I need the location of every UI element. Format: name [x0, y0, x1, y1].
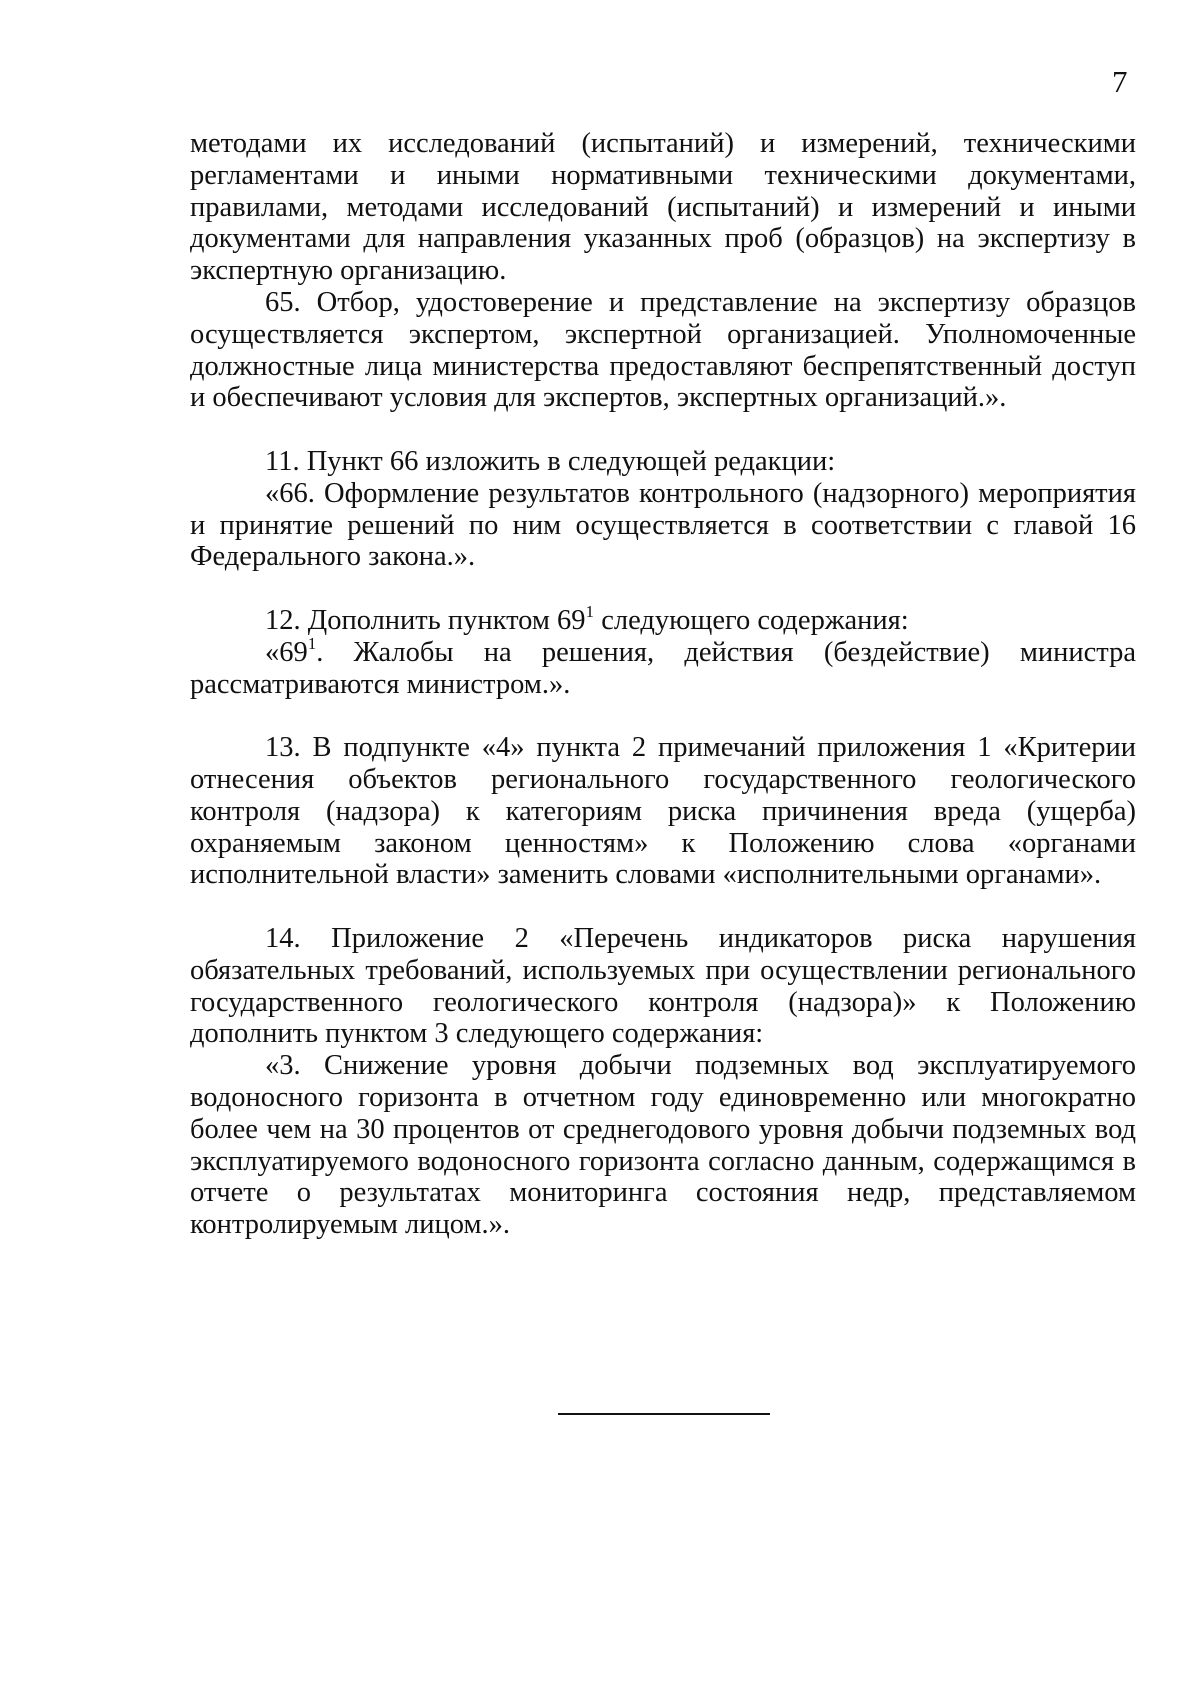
item-13: 13. В подпункте «4» пункта 2 примечаний приложения 1 «Критерии отнесения объектов регионального государственного геологического контроля (надзора) к категориям риска причинения вреда (ущерба) охраняемым законом ценностям» к Положению слова «органами исполнительной власти» заменить словами «исполнительными органами».	[190, 732, 1136, 891]
item-14-heading: 14. Приложение 2 «Перечень индикаторов риска нарушения обязательных требований, используемых при осуществлении регионального государственного геологического контроля (надзора)» к Положению дополнить пунктом 3 следующего содержания:	[190, 922, 1136, 1050]
end-divider-line	[558, 1413, 770, 1415]
item-12-text-start: «69	[265, 636, 308, 668]
item-12-text	[190, 633, 1136, 701]
item-14-text: «3. Снижение уровня добычи подземных вод эксплуатируемого водоносного горизонта в отчетном году единовременно или многократно более чем на 30 процентов от среднегодового уровня добычи подземных вод эксплуатируемого водоносного горизонта согласно данным, содержащимся в отчете о результатах мониторинга состояния недр, представляемом контролируемым лицом.».	[190, 1050, 1136, 1241]
item-12-heading-superscript: 1	[585, 601, 595, 621]
document-body	[190, 128, 1136, 1241]
item-12-heading-text: 12. Дополнить пунктом 69	[265, 604, 586, 636]
item-11-text: «66. Оформление результатов контрольного (надзорного) мероприятия и принятие решений по ним осуществляется в соответствии с главой 16 Федерального закона.».	[190, 477, 1136, 573]
paragraph-continuation: методами их исследований (испытаний) и измерений, техническими регламентами и иными нормативными техническими документами, правилами, методами исследований (испытаний) и измерений и иными документами для направления указанных проб (образцов) на экспертизу в экспертную организацию.	[190, 128, 1136, 287]
item-12-heading-tail: следующего содержания:	[594, 604, 909, 636]
item-12-text-tail: . Жалобы на решения, действия (бездействие) министра рассматриваются министром.».	[190, 636, 1136, 700]
page-number: 7	[1112, 64, 1128, 99]
item-11-heading: 11. Пункт 66 изложить в следующей редакции:	[265, 445, 836, 477]
item-12-heading	[190, 601, 1136, 637]
item-12-text-superscript: 1	[307, 633, 317, 653]
paragraph-65: 65. Отбор, удостоверение и представление на экспертизу образцов осуществляется экспертом, экспертной организацией. Уполномоченные должностные лица министерства предоставляют беспрепятственный доступ и обеспечивают условия для экспертов, экспертных организаций.».	[190, 286, 1136, 414]
